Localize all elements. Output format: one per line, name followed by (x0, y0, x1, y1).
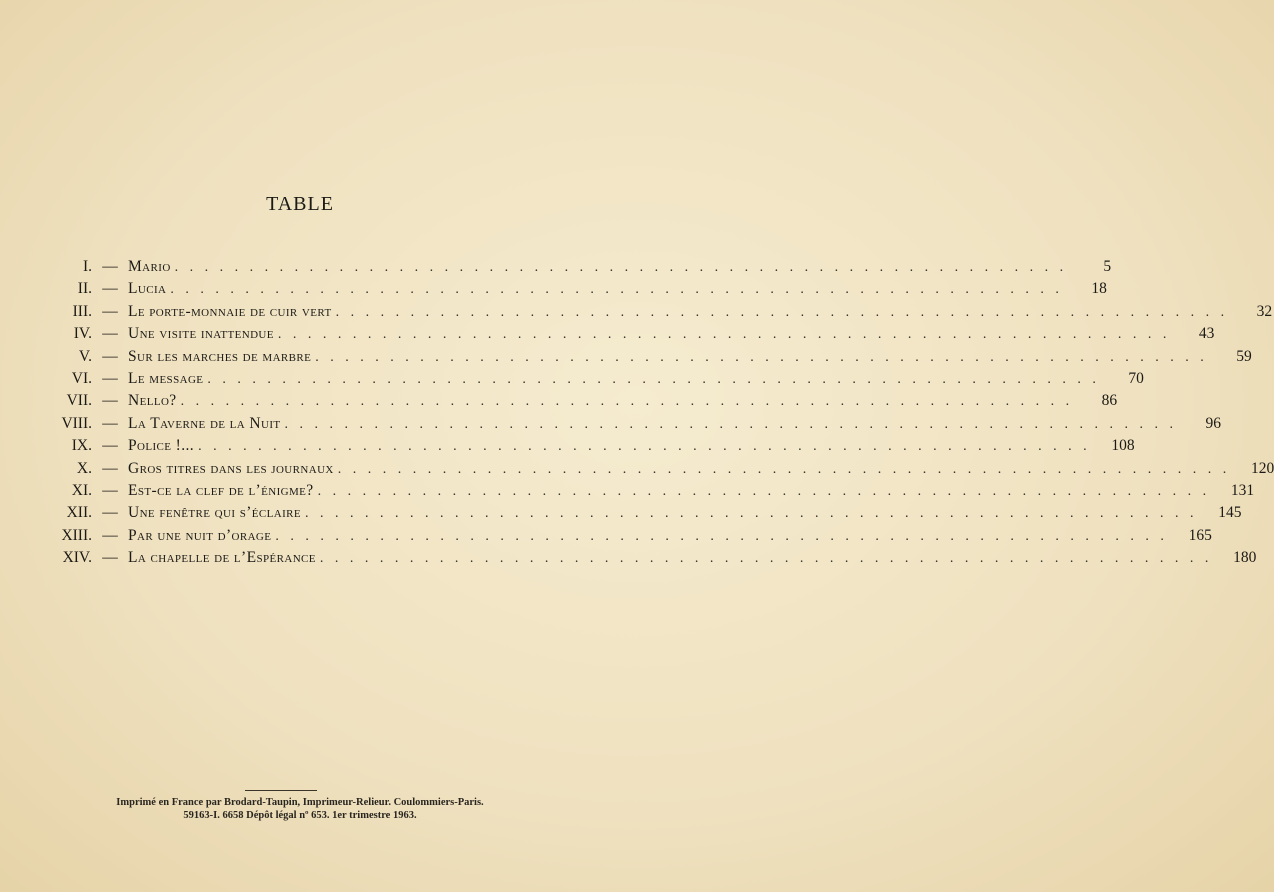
chapter-page-number: 43 (1198, 325, 1215, 343)
chapter-dash: — (102, 280, 118, 298)
chapter-number: IV. (73, 325, 92, 343)
chapter-title: Mario (128, 258, 171, 275)
toc-row (40, 502, 1242, 524)
chapter-title: Une visite inattendue (128, 325, 274, 343)
chapter-number: X. (76, 459, 92, 477)
toc-row (40, 368, 1144, 390)
chapter-dash: — (102, 481, 118, 499)
toc-row (40, 323, 1215, 345)
chapter-title: La Taverne de la Nuit (128, 414, 281, 432)
chapter-page-number: 96 (1205, 414, 1222, 432)
chapter-number: IX. (71, 437, 92, 455)
chapter-dash: — (102, 369, 118, 387)
dot-leader: . . . . . . . . . . . . . . . . . . . . . . . . . . . . . . . . . . . . . . . . . . . . . . . . . . . . . . . . . . . . (284, 416, 1178, 432)
chapter-number: XIV. (62, 549, 92, 567)
dot-leader: . . . . . . . . . . . . . . . . . . . . . . . . . . . . . . . . . . . . . . . . . . . . . . . . . . . . . . . . . . . . (275, 528, 1168, 544)
chapter-page-number: 131 (1230, 481, 1255, 499)
chapter-dash: — (102, 437, 118, 455)
chapter-page-number: 180 (1233, 549, 1257, 567)
dot-leader: . . . . . . . . . . . . . . . . . . . . . . . . . . . . . . . . . . . . . . . . . . . . . . . . . . . . . . . . . . . . (315, 349, 1208, 365)
chapter-dash: — (102, 504, 118, 522)
chapter-dash: — (102, 549, 118, 567)
chapter-number: I. (82, 258, 92, 275)
chapter-dash: — (102, 302, 118, 320)
toc-row (40, 256, 1112, 278)
dot-leader: . . . . . . . . . . . . . . . . . . . . . . . . . . . . . . . . . . . . . . . . . . . . . . . . . . . . . . . . . . . . (277, 327, 1171, 343)
chapter-title: Par une nuit d’orage (128, 526, 272, 544)
chapter-dash: — (102, 258, 118, 275)
toc-row (40, 346, 1252, 368)
chapter-title: Police !... (128, 437, 195, 455)
chapter-page-number: 70 (1128, 369, 1144, 387)
chapter-title: Gros titres dans les journaux (128, 459, 334, 477)
dot-leader: . . . . . . . . . . . . . . . . . . . . . . . . . . . . . . . . . . . . . . . . . . . . . . . . . . . . . . . . . . . . (174, 260, 1068, 275)
chapter-dash: — (102, 526, 118, 544)
toc-row (40, 278, 1107, 300)
toc-row (40, 480, 1255, 502)
chapter-title: La chapelle de l’Espérance (128, 549, 316, 567)
dot-leader: . . . . . . . . . . . . . . . . . . . . . . . . . . . . . . . . . . . . . . . . . . . . . . . . . . . . . . . . . . . . (317, 483, 1211, 499)
divider (245, 790, 317, 791)
toc-row (40, 458, 1274, 480)
chapter-page-number: 108 (1111, 437, 1135, 455)
colophon-line-1: Imprimé en France par Brodard-Taupin, Imprimeur-Relieur. Coulommiers-Paris. (116, 797, 484, 808)
chapter-number: XI. (71, 481, 92, 499)
chapter-page-number: 18 (1091, 280, 1107, 298)
toc-row (40, 525, 1212, 547)
dot-leader: . . . . . . . . . . . . . . . . . . . . . . . . . . . . . . . . . . . . . . . . . . . . . . . . . . . . . . . . . . . . (319, 551, 1213, 567)
table-of-contents (40, 256, 1274, 569)
toc-row (40, 435, 1135, 457)
chapter-page-number: 32 (1256, 302, 1273, 320)
chapter-dash: — (102, 392, 118, 410)
toc-row (40, 413, 1222, 435)
chapter-page-number: 145 (1218, 504, 1242, 522)
dot-leader: . . . . . . . . . . . . . . . . . . . . . . . . . . . . . . . . . . . . . . . . . . . . . . . . . . . . . . . . . . . . (305, 506, 1198, 522)
chapter-number: V. (78, 347, 92, 365)
chapter-number: III. (72, 302, 92, 320)
dot-leader: . . . . . . . . . . . . . . . . . . . . . . . . . . . . . . . . . . . . . . . . . . . . . . . . . . . . . . . . . . . . (198, 439, 1091, 455)
chapter-page-number: 5 (1103, 258, 1112, 275)
dot-leader: . . . . . . . . . . . . . . . . . . . . . . . . . . . . . . . . . . . . . . . . . . . . . . . . . . . . . . . . . . . . (170, 282, 1063, 298)
toc-row (40, 390, 1118, 412)
chapter-title: Est-ce la clef de l’énigme? (128, 481, 314, 499)
chapter-title: Sur les marches de marbre (128, 347, 312, 365)
dot-leader: . . . . . . . . . . . . . . . . . . . . . . . . . . . . . . . . . . . . . . . . . . . . . . . . . . . . . . . . . . . . (207, 371, 1100, 387)
chapter-page-number: 120 (1251, 459, 1274, 477)
chapter-number: VIII. (61, 414, 92, 432)
toc-row (40, 547, 1257, 569)
chapter-title: Lucia (128, 280, 167, 298)
chapter-number: VI. (71, 369, 92, 387)
dot-leader: . . . . . . . . . . . . . . . . . . . . . . . . . . . . . . . . . . . . . . . . . . . . . . . . . . . . . . . . . . . . (180, 394, 1074, 410)
chapter-title: Une fenêtre qui s’éclaire (128, 504, 302, 522)
chapter-number: XIII. (61, 526, 92, 544)
chapter-title: Nello? (128, 392, 177, 410)
chapter-number: II. (77, 280, 92, 298)
chapter-title: Le message (128, 369, 204, 387)
chapter-page-number: 165 (1188, 526, 1212, 544)
chapter-page-number: 59 (1236, 347, 1252, 365)
chapter-number: VII. (66, 392, 92, 410)
dot-leader: . . . . . . . . . . . . . . . . . . . . . . . . . . . . . . . . . . . . . . . . . . . . . . . . . . . . . . . . . . . . (335, 304, 1229, 320)
chapter-page-number: 86 (1101, 392, 1118, 410)
page-title: TABLE (266, 193, 334, 215)
colophon-line-2: 59163-I. 6658 Dépôt légal nº 653. 1er trimestre 1963. (183, 810, 417, 821)
chapter-title: Le porte-monnaie de cuir vert (128, 302, 332, 320)
chapter-dash: — (102, 325, 118, 343)
chapter-dash: — (102, 414, 118, 432)
chapter-dash: — (102, 459, 118, 477)
chapter-dash: — (102, 347, 118, 365)
dot-leader: . . . . . . . . . . . . . . . . . . . . . . . . . . . . . . . . . . . . . . . . . . . . . . . . . . . . . . . . . . . . (337, 461, 1231, 477)
colophon (0, 796, 600, 822)
chapter-number: XII. (66, 504, 92, 522)
toc-row (40, 301, 1273, 323)
